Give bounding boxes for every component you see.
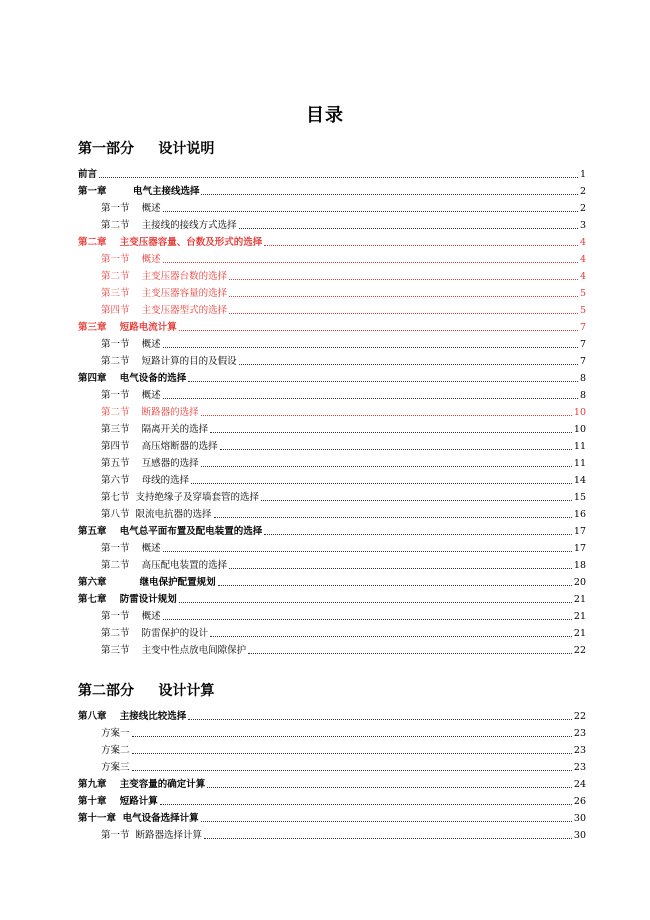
toc-entry-label: 第六节 母线的选择: [101, 475, 190, 486]
toc-entry-page: 22: [573, 645, 586, 656]
toc-dot-leader: [264, 244, 578, 246]
toc-entry-label: 第三节 主变中性点放电间隙保护: [101, 645, 247, 656]
toc-entry-page: 1: [579, 169, 586, 180]
toc-entry-page: 10: [573, 407, 586, 418]
toc-entry-page: 21: [573, 594, 586, 605]
toc-entry-page: 4: [579, 254, 586, 265]
toc-entry-label: 第三节 隔离开关的选择: [101, 424, 209, 435]
toc-dot-leader: [201, 414, 572, 416]
toc-entry-page: 23: [573, 762, 586, 773]
toc-entry-page: 21: [573, 628, 586, 639]
toc-entry-page: 8: [579, 390, 586, 401]
toc-entry-page: 18: [573, 560, 586, 571]
toc-dot-leader: [204, 837, 572, 839]
toc-entry-label: 第二章 主变压器容量、台数及形式的选择: [78, 237, 263, 248]
toc-entry[interactable]: [78, 792, 586, 808]
toc-title: 目录: [306, 105, 344, 126]
toc-dot-leader: [179, 329, 578, 331]
toc-entry-page: 30: [573, 830, 586, 841]
toc-dot-leader: [163, 210, 578, 212]
toc-dot-leader: [132, 769, 572, 771]
toc-entry-label: 第一节 概述: [101, 543, 161, 554]
toc-entry-page: 2: [579, 203, 586, 214]
toc-dot-leader: [132, 752, 572, 754]
toc-entry[interactable]: [78, 522, 586, 538]
toc-entry[interactable]: [78, 318, 586, 334]
toc-dot-leader: [239, 227, 578, 229]
toc-entry[interactable]: [101, 624, 586, 640]
toc-entry[interactable]: [101, 607, 586, 623]
toc-entry-page: 15: [573, 492, 586, 503]
toc-entry[interactable]: [101, 267, 586, 283]
toc-entry-label: 方案三: [101, 762, 130, 773]
toc-entry-label: 第三节 主变压器容量的选择: [101, 288, 228, 299]
toc-entry-page: 14: [573, 475, 586, 486]
toc-dot-leader: [160, 803, 572, 805]
toc-entry-label: 第一节 概述: [101, 390, 161, 401]
toc-entry-page: 26: [573, 796, 586, 807]
toc-entry-page: 24: [573, 779, 586, 790]
toc-entry-page: 2: [579, 186, 586, 197]
toc-entry-page: 21: [573, 611, 586, 622]
toc-entry-label: 第二节 短路计算的目的及假设: [101, 356, 237, 367]
toc-entry[interactable]: [101, 488, 586, 504]
toc-entry-page: 23: [573, 745, 586, 756]
toc-entry[interactable]: [101, 437, 586, 453]
toc-entry[interactable]: [78, 590, 586, 606]
toc-entry-page: 16: [573, 509, 586, 520]
toc-dot-leader: [163, 618, 572, 620]
toc-dot-leader: [191, 482, 572, 484]
toc-entry[interactable]: [101, 301, 586, 317]
toc-dot-leader: [132, 735, 572, 737]
toc-entry-page: 22: [573, 711, 586, 722]
toc-entry-label: 第七章 防雷设计规划: [78, 594, 177, 605]
toc-entry-label: 第四节 主变压器型式的选择: [101, 305, 228, 316]
toc-dot-leader: [210, 635, 572, 637]
toc-entry-label: 第八章 主接线比较选择: [78, 711, 187, 722]
toc-entry-label: 第一节 概述: [101, 254, 161, 265]
toc-dot-leader: [210, 431, 572, 433]
toc-entry-label: 第六章 继电保护配置规划: [78, 577, 216, 588]
toc-dot-leader: [163, 261, 578, 263]
toc-entry-page: 7: [579, 356, 586, 367]
toc-entry[interactable]: [101, 216, 586, 232]
toc-entry[interactable]: [78, 233, 586, 249]
toc-entry-page: 30: [573, 813, 586, 824]
toc-entry-page: 11: [573, 441, 586, 452]
toc-dot-leader: [99, 176, 578, 178]
toc-entry[interactable]: [101, 454, 586, 470]
toc-entry-label: 第二节 主接线的接线方式选择: [101, 220, 237, 231]
toc-dot-leader: [229, 295, 578, 297]
toc-dot-leader: [163, 550, 572, 552]
toc-entry-label: 第一节 概述: [101, 611, 161, 622]
toc-dot-leader: [220, 448, 572, 450]
toc-entry[interactable]: [78, 182, 586, 198]
toc-dot-leader: [179, 601, 572, 603]
toc-entry[interactable]: [101, 539, 586, 555]
toc-entry-page: 17: [573, 526, 586, 537]
toc-entry[interactable]: [101, 758, 586, 774]
toc-dot-leader: [207, 786, 572, 788]
toc-entry[interactable]: [101, 386, 586, 402]
toc-entry[interactable]: [101, 403, 586, 419]
part-heading-2: 第二部分 设计计算: [78, 683, 215, 699]
toc-entry-label: 第二节 断路器的选择: [101, 407, 199, 418]
toc-dot-leader: [239, 363, 578, 365]
toc-entry-page: 11: [573, 458, 586, 469]
toc-entry-label: 第四节 高压熔断器的选择: [101, 441, 218, 452]
toc-entry-label: 第四章 电气设备的选择: [78, 373, 187, 384]
toc-entry[interactable]: [78, 775, 586, 791]
toc-entry-label: 第七节 支持绝缘子及穿墙套管的选择: [101, 492, 260, 503]
toc-entry-label: 第一节 概述: [101, 203, 161, 214]
toc-entry[interactable]: [101, 420, 586, 436]
toc-entry-label: 第九章 主变容量的确定计算: [78, 779, 206, 790]
toc-entry[interactable]: [101, 352, 586, 368]
toc-entry[interactable]: [101, 641, 586, 657]
toc-dot-leader: [163, 346, 578, 348]
toc-entry[interactable]: [78, 573, 586, 589]
toc-entry[interactable]: [101, 335, 586, 351]
toc-entry[interactable]: [101, 505, 586, 521]
toc-dot-leader: [229, 312, 578, 314]
toc-entry-page: 4: [579, 271, 586, 282]
toc-entry-label: 第一节 断路器选择计算: [101, 830, 203, 841]
toc-entry[interactable]: [101, 826, 586, 842]
toc-dot-leader: [163, 397, 578, 399]
toc-dot-leader: [264, 533, 572, 535]
toc-entry[interactable]: [78, 369, 586, 385]
toc-entry-label: 方案二: [101, 745, 130, 756]
toc-dot-leader: [201, 820, 572, 822]
toc-entry-page: 7: [579, 322, 586, 333]
toc-entry-label: 第二节 主变压器台数的选择: [101, 271, 228, 282]
toc-entry-label: 第二节 防雷保护的设计: [101, 628, 209, 639]
toc-entry-page: 10: [573, 424, 586, 435]
toc-dot-leader: [218, 584, 572, 586]
toc-dot-leader: [201, 465, 572, 467]
toc-entry-label: 第一章 电气主接线选择: [78, 186, 200, 197]
toc-entry-label: 第五章 电气总平面布置及配电装置的选择: [78, 526, 263, 537]
toc-entry[interactable]: [101, 741, 586, 757]
toc-entry-page: 3: [579, 220, 586, 231]
toc-entry-page: 7: [579, 339, 586, 350]
toc-entry[interactable]: [101, 284, 586, 300]
toc-entry-label: 第八节 限流电抗器的选择: [101, 509, 212, 520]
toc-entry[interactable]: [101, 556, 586, 572]
toc-entry[interactable]: [78, 809, 586, 825]
toc-entry-label: 第二节 高压配电装置的选择: [101, 560, 228, 571]
toc-entry[interactable]: [78, 707, 586, 723]
toc-entry-page: 20: [573, 577, 586, 588]
toc-entry[interactable]: [78, 165, 586, 181]
toc-entry-label: 第十一章 电气设备选择计算: [78, 813, 199, 824]
toc-entry-label: 第三章 短路电流计算: [78, 322, 177, 333]
toc-dot-leader: [188, 718, 572, 720]
toc-entry-label: 第一节 概述: [101, 339, 161, 350]
toc-entry-label: 前言: [78, 169, 98, 180]
toc-entry[interactable]: [101, 724, 586, 740]
toc-entry-page: 23: [573, 728, 586, 739]
toc-entry-page: 5: [579, 305, 586, 316]
toc-entry[interactable]: [101, 250, 586, 266]
toc-entry-page: 17: [573, 543, 586, 554]
toc-entry-label: 第五节 互感器的选择: [101, 458, 199, 469]
toc-entry-page: 5: [579, 288, 586, 299]
part-heading-1: 第一部分 设计说明: [78, 141, 215, 157]
toc-entry-label: 方案一: [101, 728, 130, 739]
toc-dot-leader: [229, 278, 578, 280]
toc-entry-page: 8: [579, 373, 586, 384]
toc-dot-leader: [248, 652, 572, 654]
toc-dot-leader: [214, 516, 572, 518]
toc-dot-leader: [201, 193, 577, 195]
toc-entry[interactable]: [101, 471, 586, 487]
toc-dot-leader: [229, 567, 572, 569]
toc-entry-page: 4: [579, 237, 586, 248]
toc-entry[interactable]: [101, 199, 586, 215]
toc-entry-label: 第十章 短路计算: [78, 796, 158, 807]
toc-dot-leader: [188, 380, 578, 382]
toc-dot-leader: [261, 499, 572, 501]
